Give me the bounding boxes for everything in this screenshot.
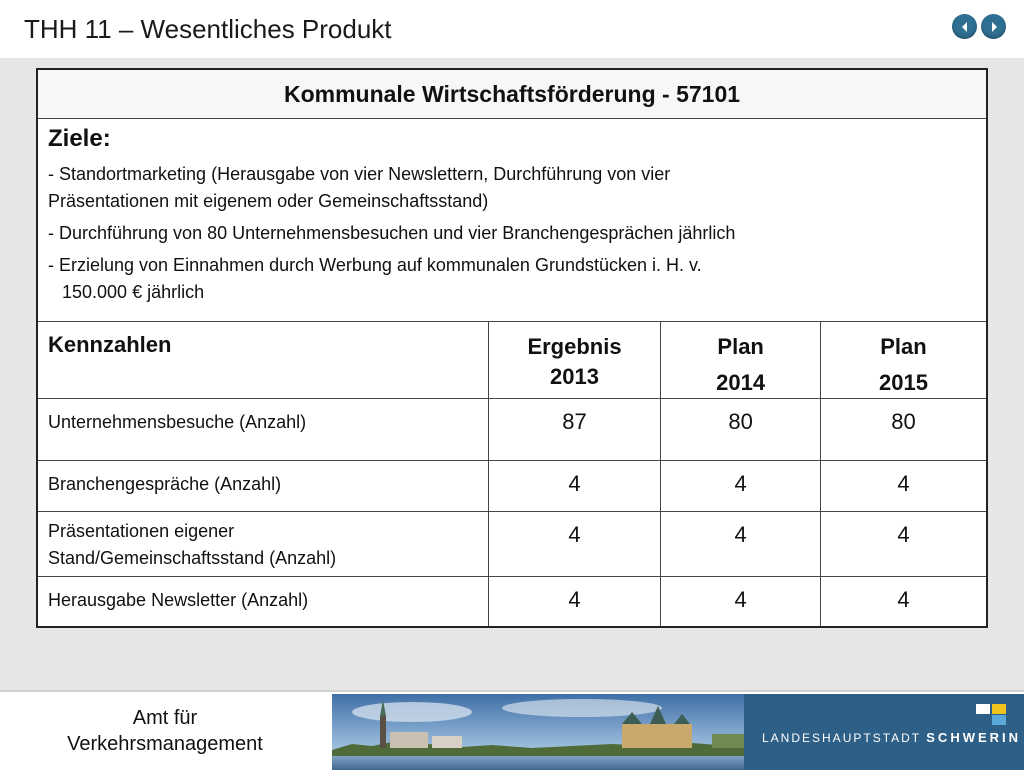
header-kennzahlen bbox=[37, 322, 488, 399]
value-2013: 4 bbox=[488, 461, 661, 512]
goal-item bbox=[48, 220, 976, 247]
table-row bbox=[37, 461, 987, 512]
city-brand-banner bbox=[744, 694, 1024, 770]
header-plan-2015 bbox=[820, 322, 987, 399]
department-line: Verkehrsmanagement bbox=[67, 733, 263, 755]
slide-navigation bbox=[952, 14, 1006, 39]
row-label: Unternehmensbesuche (Anzahl) bbox=[37, 399, 488, 461]
value-2013: 4 bbox=[488, 512, 661, 577]
goal-item bbox=[48, 252, 976, 306]
slide-header bbox=[0, 0, 1024, 58]
previous-slide-button[interactable] bbox=[952, 14, 977, 39]
schwerin-logo-icon bbox=[974, 702, 1012, 726]
row-label bbox=[37, 512, 488, 577]
city-brand-text bbox=[762, 730, 1021, 745]
value-2013: 87 bbox=[488, 399, 661, 461]
value-2014: 4 bbox=[661, 512, 821, 577]
header-label: Kennzahlen bbox=[48, 332, 172, 357]
header-text: 2014 bbox=[716, 370, 766, 395]
value-2013: 4 bbox=[488, 577, 661, 627]
header-text: Plan bbox=[717, 334, 764, 359]
table-row bbox=[37, 512, 987, 577]
header-result-2013 bbox=[488, 322, 661, 399]
goal-item bbox=[48, 161, 976, 215]
value-2015: 80 bbox=[820, 399, 987, 461]
city-skyline-picture bbox=[332, 694, 744, 770]
table-row bbox=[37, 577, 987, 627]
table-title: Kommunale Wirtschaftsförderung - 57101 bbox=[37, 69, 987, 119]
slide-footer bbox=[0, 690, 1024, 770]
chevron-left-icon bbox=[959, 21, 971, 33]
department-line: Amt für bbox=[132, 707, 198, 729]
goals-section bbox=[37, 119, 987, 322]
value-2015: 4 bbox=[820, 461, 987, 512]
row-label: Herausgabe Newsletter (Anzahl) bbox=[37, 577, 488, 627]
goal-text: 150.000 € jährlich bbox=[62, 282, 205, 302]
goal-text: - Standortmarketing (Herausgabe von vier Newslettern, Durchführung von vier bbox=[48, 164, 671, 184]
header-text: 2013 bbox=[550, 364, 599, 389]
header-plan-2014 bbox=[661, 322, 821, 399]
department-name bbox=[0, 692, 330, 770]
value-2015: 4 bbox=[820, 577, 987, 627]
product-table bbox=[36, 68, 988, 628]
goal-text: - Erzielung von Einnahmen durch Werbung auf kommunalen Grundstücken i. H. v. bbox=[48, 255, 702, 275]
goals-title: Ziele: bbox=[48, 125, 111, 152]
value-2014: 4 bbox=[661, 577, 821, 627]
chevron-right-icon bbox=[988, 21, 1000, 33]
slide-title: THH 11 – Wesentliches Produkt bbox=[24, 14, 392, 44]
table-row bbox=[37, 399, 987, 461]
row-label-text: Stand/Gemeinschaftsstand (Anzahl) bbox=[48, 548, 337, 568]
brand-name: SCHWERIN bbox=[926, 730, 1022, 745]
goal-text: - Durchführung von 80 Unternehmensbesuchen und vier Branchengesprächen jährlich bbox=[48, 223, 736, 243]
value-2015: 4 bbox=[820, 512, 987, 577]
row-label-text: Präsentationen eigener bbox=[48, 521, 235, 541]
city-panorama-image bbox=[332, 694, 744, 770]
goal-text: Präsentationen mit eigenem oder Gemeinschaftsstand) bbox=[48, 191, 489, 211]
row-label: Branchengespräche (Anzahl) bbox=[37, 461, 488, 512]
value-2014: 4 bbox=[661, 461, 821, 512]
next-slide-button[interactable] bbox=[981, 14, 1006, 39]
header-text: Plan bbox=[880, 334, 927, 359]
brand-prefix: LANDESHAUPTSTADT bbox=[762, 731, 921, 745]
value-2014: 80 bbox=[661, 399, 821, 461]
header-text: 2015 bbox=[878, 370, 928, 395]
header-text: Ergebnis bbox=[527, 334, 622, 359]
